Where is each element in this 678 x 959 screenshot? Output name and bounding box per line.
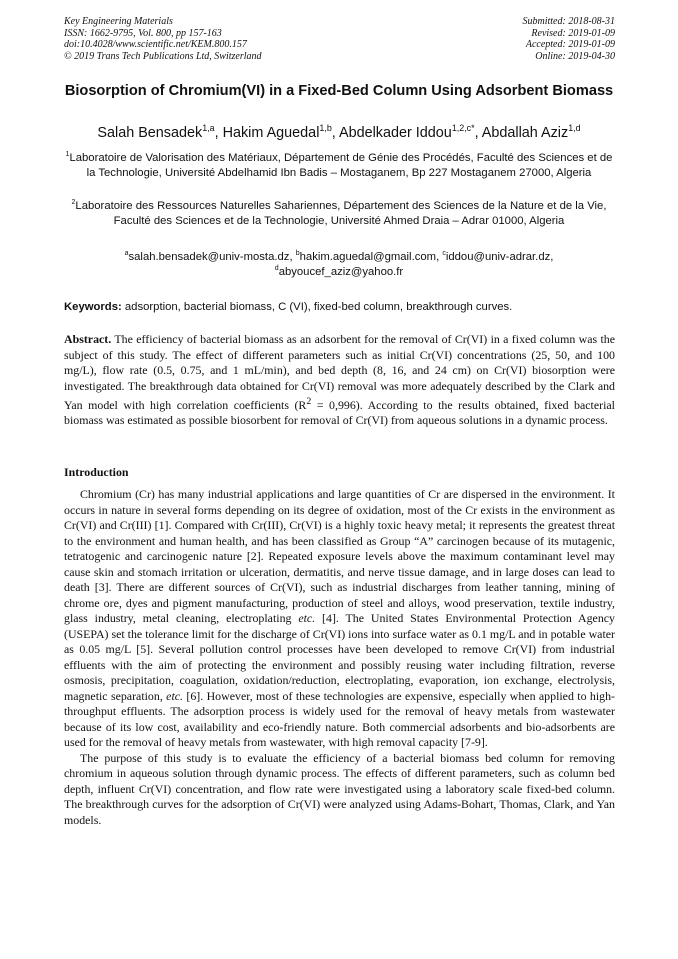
date-revised: Revised: 2019-01-09 [531,27,615,39]
abstract-label: Abstract. [64,332,112,346]
abstract-sup: 2 [306,396,312,407]
journal-name: Key Engineering Materials [64,16,173,27]
email-link[interactable]: abyoucef_aziz@yahoo.fr [278,265,404,278]
paragraph-text: [6]. However, most of these technologies are expensive, especially when applied to high-throughput effluents. The adsorption process is widely used for the removal of heavy metals from wastewater because of its low cost, availability and eco-friendly nature. Both commercial adsorbents and bio-adsorbents are used for the removal of heavy metals from wastewater, with high removal capacity [7-9]. [64,688,615,749]
email-sup: c [442,250,446,258]
paragraph-text: [4]. The United States Environmental Protection Agency (USEPA) set the tolerance limit for the discharge of Cr(VI) ions into surface water as 0.1 mg/L and in potable water as 0.05 mg/L [5]. Several pollution control processes have been developed to remove Cr(VI) from industrial effluents with the aim of protecting the environment and possibly reusing water including filtration, reverse osmosis, precipitation, coagulation, oxidation/reduction, electroplating, evaporation, ion exchange, electrolysis, magnetic separation, [64,611,616,703]
author-name: Abdelkader Iddou [338,125,452,141]
affiliation-text: Laboratoire de Valorisation des Matériaux, Département de Génie des Procédés, Faculté des Sciences et de la Technologie, Université Abdelhamid Ibn Badis – Mostaganem, Bp 227 Mostaganem 27000, Algeria [69,152,613,180]
email-sup: b [295,250,300,258]
paragraph [64,487,615,751]
section-heading-introduction: Introduction [64,465,129,479]
date-accepted: Accepted: 2019-01-09 [525,39,615,51]
author-sup: 1,a [202,123,215,134]
author-emails: $^a$salah.bensadek@univ-mosta.dz, $^b$hakim.aguedal@gmail.com, $^c$iddou@univ-adrar.dz, $^d$abyoucef_aziz@yahoo.fr [124,250,554,278]
author-sup: 1,d [568,123,581,134]
journal-doi: doi:10.4028/www.scientific.net/KEM.800.157 [64,39,247,51]
journal-issn: ISSN: 1662-9795, Vol. 800, pp 157-163 [64,27,222,39]
author-name: Hakim Aguedal [222,125,320,141]
abstract-text: The efficiency of bacterial biomass as an adsorbent for the removal of Cr(VI) in a fixed column was the subject of this study. The effect of different parameters such as initial Cr(VI) concentrations (25, 50, and 100 mg/L), flow rate (0.5, 0.75, and 1 mL/min), and bed depth (8, 16, and 24 cm) on Cr(VI) biosorption were investigated. The breakthrough data obtained for Cr(VI) removal was more adequately described by the Clark and Yan model with high correlation coefficients (R [64,332,615,412]
keywords [64,300,616,314]
keywords-label: Keywords: [64,301,122,313]
paragraph: The purpose of this study is to evaluate the efficiency of a bacterial biomass bed column for removing chromium in aqueous solution through dynamic process. The effects of different parameters, such as column bed depth, influent Cr(VI) concentration, and flow rate were investigated using a laboratory scale fixed-bed column. The breakthrough curves for the adsorption of Cr(VI) were analyzed using Adams-Bohart, Thomas, Clark, and Yan models. [64,750,615,827]
affiliation-text: Laboratoire des Ressources Naturelles Sahariennes, Département des Sciences de la Nature et de la Vie, Faculté des Sciences et de la Technologie, Université Ahmed Draia – Adrar 01000, Algeria [75,200,607,228]
date-online: Online: 2019-04-30 [535,50,615,62]
introduction-body [64,487,615,828]
keywords-text: adsorption, bacterial biomass, C (VI), fixed-bed column, breakthrough curves. [121,301,513,313]
paper-title: Biosorption of Chromium(VI) in a Fixed-Bed Column Using Adsorbent Biomass [64,83,614,99]
abstract-text-end: = 0,996). According to the results obtained, fixed bacterial biomass was estimated as possible biosorbent for removal of Cr(VI) from aqueous solutions in a dynamic process. [64,397,615,428]
affiliation-sup: 1 [65,151,70,159]
submission-dates [523,16,616,62]
journal-info [64,16,262,62]
email-sup: a [124,250,129,258]
email-sup: d [274,264,279,272]
affiliation-sup: 2 [71,199,76,207]
author-sup: 1,2,c* [451,123,475,134]
author-list: Salah Bensadek$^{1,a}$, Hakim Aguedal$^{1,b}$, Abdelkader Iddou$^{1,2,c*}$, Abdallah Aziz$^{1,d}$ [97,123,581,141]
author-name: Salah Bensadek [97,125,203,141]
email-link[interactable]: hakim.aguedal@gmail.com [299,251,437,263]
paragraph-italic: etc. [166,688,184,703]
paragraph-italic: etc. [298,611,316,625]
date-submitted: Submitted: 2018-08-31 [522,16,615,27]
affiliation-1 [64,151,614,182]
author-sup: 1,b [319,123,332,134]
affiliation-2 [64,199,614,230]
paragraph-text: Chromium (Cr) has many industrial applications and large quantities of Cr are dispersed in the environment. It occurs in nature in several forms depending on its degree of oxidation, most of the Cr exists in the environment as Cr(VI) and Cr(III) [1]. Compared with Cr(III), Cr(VI) is a highly toxic heavy metal; it represents the greatest threat to the environment and human health, and has been classified as Group “A” carcinogen because of its mutagenic, tetratogenic and carcinogenic nature [2]. Repeated exposure levels above the maximum contaminant level may cause skin and stomach irritation or ulceration, dermatitis, and nerve tissue damage, and in large doses can lead to death [3]. There are different sources of Cr(VI), such as industrial discharges from leather tanning, mining of chrome ore, dyes and pigment manufacturing, production of steel and alloys, wood preservation, textile industry, glass industry, metal cleaning, electroplating [64,487,615,625]
email-link[interactable]: iddou@univ-adrar.dz [445,251,551,263]
author-name: Abdallah Aziz [481,125,569,141]
abstract [64,332,615,429]
email-link[interactable]: salah.bensadek@univ-mosta.dz [128,251,290,263]
journal-copyright: © 2019 Trans Tech Publications Ltd, Switzerland [64,50,262,62]
